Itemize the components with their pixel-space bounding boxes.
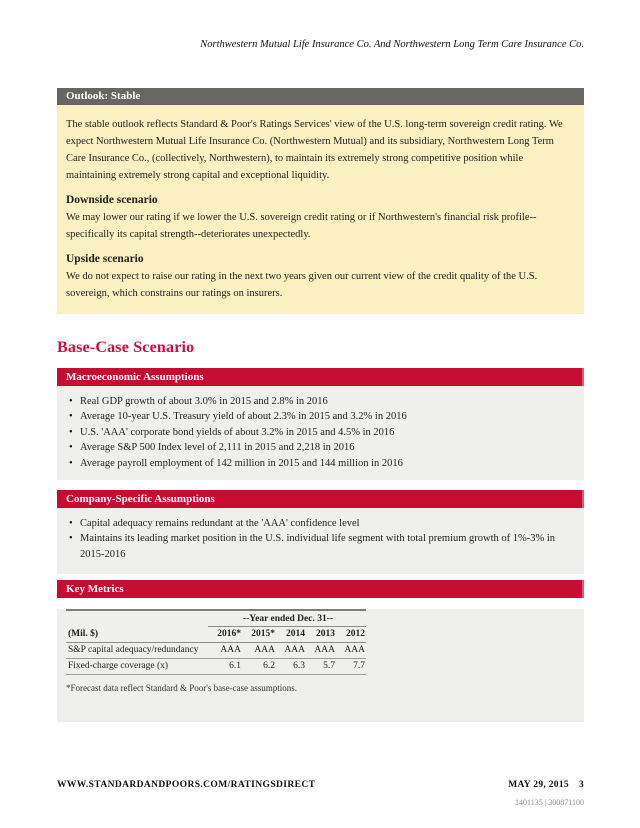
table-empty-cell — [66, 610, 208, 626]
footer-date-page — [508, 780, 584, 790]
table-column-header: 2014 — [276, 626, 306, 642]
bullet-item: • Real GDP growth of about 3.0% in 2015 and 2.8% in 2016 — [66, 394, 570, 409]
macroeconomic-assumptions-section — [57, 368, 584, 480]
downside-scenario-text: We may lower our rating if we lower the U.S. sovereign credit rating or if Northwestern's financial risk profile--specifically its capital strength--deteriorates unexpectedly. — [66, 212, 537, 240]
table-cell: 7.7 — [336, 658, 366, 674]
table-cell: AAA — [336, 642, 366, 658]
table-row — [66, 642, 366, 658]
table-column-header: 2016* — [208, 626, 242, 642]
table-cell: 6.2 — [242, 658, 276, 674]
downside-scenario-heading: Downside scenario — [66, 194, 158, 206]
bullet-item: • Capital adequacy remains redundant at the 'AAA' confidence level — [66, 516, 570, 531]
table-footnote: *Forecast data reflect Standard & Poor's base-case assumptions. — [66, 682, 298, 693]
table-cell: 6.1 — [208, 658, 242, 674]
table-column-header: (Mil. $) — [66, 626, 208, 642]
outlook-panel-body — [57, 105, 584, 314]
bullet-item: • Average 10-year U.S. Treasury yield of about 2.3% in 2015 and 3.2% in 2016 — [66, 409, 570, 424]
key-metrics-section — [57, 580, 584, 722]
outlook-panel-title: Outlook: Stable — [57, 88, 584, 105]
outlook-paragraph: The stable outlook reflects Standard & Poor's Ratings Services' view of the U.S. long-term sovereign credit rating. We expect Northwestern Mutual Life Insurance Co. (Northwestern Mutual) and its subsidiary, Northwestern Long Term Care Insurance Co., (collectively, Northwestern), to maintain its extremely strong competitive position while maintaining extremely strong capital and exceptional liquidity. — [66, 119, 563, 181]
company-specific-assumptions-title: Company-Specific Assumptions — [57, 490, 584, 508]
footer-date: MAY 29, 2015 — [508, 780, 569, 790]
table-cell: AAA — [306, 642, 336, 658]
upside-scenario-heading: Upside scenario — [66, 253, 144, 265]
table-cell: Fixed-charge coverage (x) — [66, 658, 208, 674]
company-specific-assumptions-section — [57, 490, 584, 574]
outlook-panel — [57, 88, 584, 314]
table-span-header-row — [66, 610, 366, 626]
table-span-header: --Year ended Dec. 31-- — [208, 610, 366, 626]
table-cell: S&P capital adequacy/redundancy — [66, 642, 208, 658]
table-cell: 6.3 — [276, 658, 306, 674]
bullet-item: • Maintains its leading market position in the U.S. individual life segment with total premium growth of 1%-3% in 2015-2016 — [66, 531, 570, 562]
bullet-item: • Average S&P 500 Index level of 2,111 in 2015 and 2,218 in 2016 — [66, 440, 570, 455]
key-metrics-table — [66, 609, 366, 675]
running-head-title: Northwestern Mutual Life Insurance Co. And Northwestern Long Term Care Insurance Co. — [200, 39, 584, 50]
bullet-item: • U.S. 'AAA' corporate bond yields of about 3.2% in 2015 and 4.5% in 2016 — [66, 425, 570, 440]
macroeconomic-assumptions-body — [57, 386, 584, 480]
company-specific-bullet-list — [57, 508, 584, 562]
table-row — [66, 658, 366, 674]
table-column-header-row — [66, 626, 366, 642]
key-metrics-title: Key Metrics — [57, 580, 584, 598]
table-cell: 5.7 — [306, 658, 336, 674]
key-metrics-body — [57, 609, 584, 722]
company-specific-assumptions-body — [57, 508, 584, 574]
upside-scenario-text: We do not expect to raise our rating in the next two years given our current view of the credit quality of the U.S. sovereign, which constrains our ratings on insurers. — [66, 271, 538, 299]
footer-doc-id: 1401135 | 300871100 — [514, 798, 584, 807]
base-case-scenario-heading: Base-Case Scenario — [57, 339, 195, 356]
table-column-header: 2012 — [336, 626, 366, 642]
bullet-item: • Average payroll employment of 142 million in 2015 and 144 million in 2016 — [66, 456, 570, 471]
table-column-header: 2015* — [242, 626, 276, 642]
footer-site-url: WWW.STANDARDANDPOORS.COM/RATINGSDIRECT — [57, 780, 316, 790]
footer-page-number: 3 — [578, 780, 584, 790]
table-cell: AAA — [242, 642, 276, 658]
macroeconomic-bullet-list — [57, 386, 584, 471]
table-cell: AAA — [276, 642, 306, 658]
table-column-header: 2013 — [306, 626, 336, 642]
macroeconomic-assumptions-title: Macroeconomic Assumptions — [57, 368, 584, 386]
table-cell: AAA — [208, 642, 242, 658]
